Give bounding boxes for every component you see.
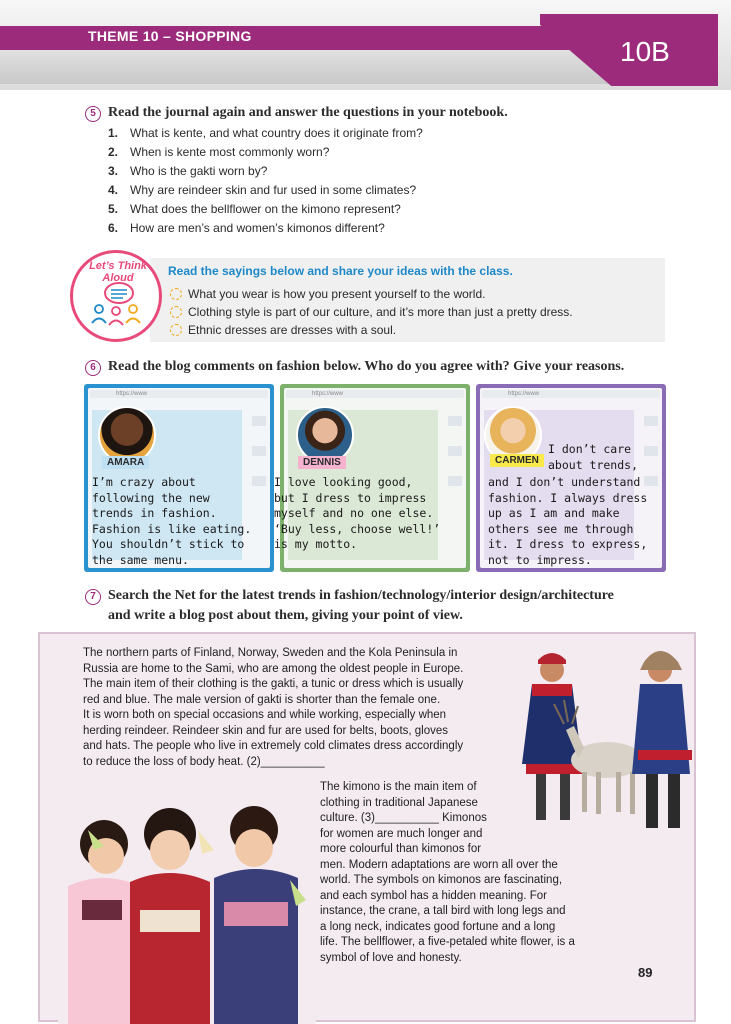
saying-item: What you wear is how you present yourself to the world. [170,287,485,301]
browser-bar: https://www [286,390,464,398]
name-tag-carmen: CARMEN [490,454,544,467]
blog-card-amara [84,384,274,572]
unit-code: 10B [620,36,670,67]
question-list [108,124,528,238]
browser-bar: https://www [482,390,660,398]
exercise-7-number: 7 [85,589,101,605]
comment-carmen-top: I don’t care about trends, [548,442,639,472]
question-item: 4. Why are reindeer skin and fur used in some climates? [108,183,417,197]
kimono-girls-photo [58,790,316,1024]
question-item: 1. What is kente, and what country does it originate from? [108,126,423,140]
page-number: 89 [638,965,653,980]
comment-carmen: and I don’t understand fashion. I always dress up as I am and make others see me through it. I dress to express, not to impress. [488,475,648,567]
question-item: 5. What does the bellflower on the kimono represent? [108,202,401,216]
kimono-paragraph: The kimono is the main item of clothing in traditional Japanese culture. (3)__________ Kimonos for women are much longer and more colourful than kimonos for men. Modern adaptations are worn all over the world. The symbols on kimonos are fascinating, and each symbol has a hidden meaning. For instance, the crane, a tall bird with long legs and a long neck, indicates good fortune and a long life. The bellflower, a five-petaled white flower, is a symbol of love and honesty. [320,781,575,964]
theme-title: THEME 10 – SHOPPING [88,28,252,44]
think-aloud-instruction: Read the sayings below and share your ideas with the class. [168,264,513,278]
blog-card-dennis [274,384,470,572]
exercise-6-number: 6 [85,360,101,376]
comment-dennis: I love looking good, but I dress to impress myself and no one else. ‘Buy less, choose well!’ is my motto. [274,475,441,552]
exercise-5-instruction: Read the journal again and answer the questions in your notebook. [108,105,508,120]
sun-bullet-icon [170,324,182,336]
saying-item: Ethnic dresses are dresses with a soul. [170,323,396,337]
saying-item: Clothing style is part of our culture, and it’s more than just a pretty dress. [170,305,573,319]
question-item: 3. Who is the gakti worn by? [108,164,268,178]
question-item: 6. How are men’s and women’s kimonos different? [108,221,385,235]
think-aloud-label: Let’s Think Aloud [89,260,147,284]
browser-bar: https://www [90,390,268,398]
name-tag-dennis: DENNIS [298,456,346,469]
exercise-7-instruction-line2: and write a blog post about them, giving your point of view. [108,608,463,623]
sami-paragraph: The northern parts of Finland, Norway, Sweden and the Kola Peninsula in Russia are home to the Sami, who are among the oldest people in Europe. The main item of their clothing is the gakti, a tunic or dress which is usually red and blue. The male version of gakti is shorter than the female one. It is worn both on special occasions and while working, especially when herding reindeer. Reindeer skin and fur are used for belts, boots, gloves and hats. The people who live in extremely cold climates dress accordingly to reduce the loss of body heat. (2)__________ [83,647,464,768]
question-item: 2. When is kente most commonly worn? [108,145,330,159]
name-tag-amara: AMARA [102,456,149,469]
sun-bullet-icon [170,288,182,300]
comment-amara: I’m crazy about following the new trends in fashion. Fashion is like eating. You shouldn’t stick to the same menu. [92,475,252,567]
exercise-5-number: 5 [85,106,101,122]
exercise-7-instruction-line1: Search the Net for the latest trends in fashion/technology/interior design/architecture [108,588,614,603]
exercise-6-instruction: Read the blog comments on fashion below. Who do you agree with? Give your reasons. [108,359,625,374]
blog-card-carmen [476,384,666,572]
sun-bullet-icon [170,306,182,318]
header-grey-band [0,50,640,84]
